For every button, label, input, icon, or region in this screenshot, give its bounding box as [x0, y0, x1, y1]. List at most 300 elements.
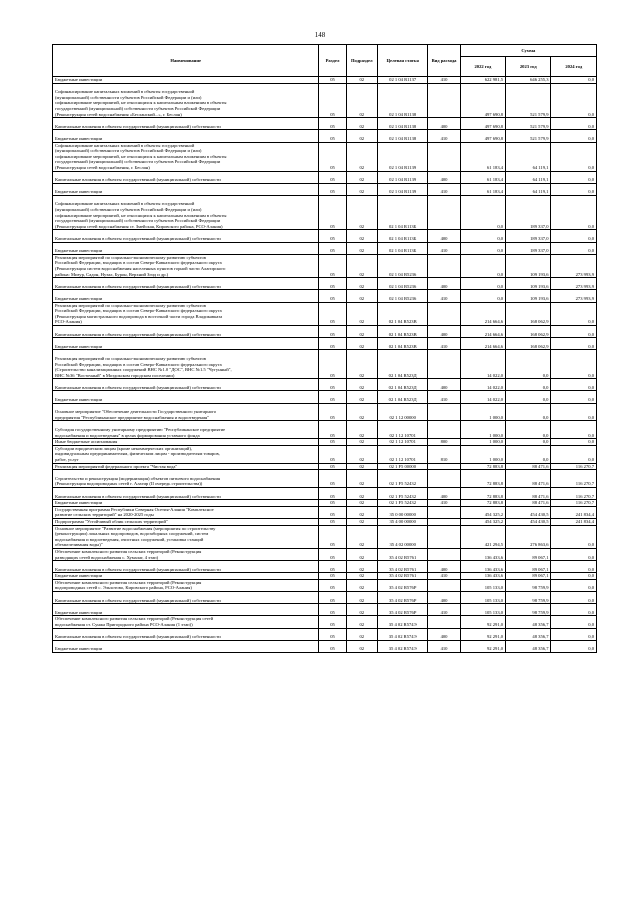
row-name-line: развитие сельских территорий" на 2020-2025 годы — [55, 512, 154, 518]
header-year-2022: 2022 год — [460, 57, 505, 77]
table-row — [53, 325, 597, 337]
table-row — [53, 403, 597, 421]
row-expense-type: 810 — [428, 445, 460, 463]
row-name-line: Капитальные вложения в объекты государственной (муниципальной) собственности — [55, 566, 221, 572]
header-amount: Сумма — [460, 45, 596, 57]
row-subsection: 02 — [346, 640, 377, 652]
header-section: Раздел — [319, 45, 346, 77]
row-expense-type — [428, 470, 460, 488]
row-name-line: Российской Федерации, входящих в состав Северо-Кавказского федерального округа — [55, 260, 222, 266]
table-row — [53, 628, 597, 640]
row-name-line: РСО-Алания) — [55, 319, 82, 325]
row-name — [53, 548, 319, 560]
row-section: 05 — [319, 548, 346, 560]
row-name-line: Софинансирование капитальных вложений в объекты государственной — [55, 89, 195, 95]
row-amount-2024: 0,0 — [551, 195, 597, 230]
row-target-article: 35 4 02 R574Э — [377, 616, 427, 628]
row-name — [53, 421, 319, 439]
row-subsection: 02 — [346, 350, 377, 379]
row-expense-type: 400 — [428, 561, 460, 573]
row-amount-2022: 14 022,0 — [460, 391, 505, 403]
table-row — [53, 592, 597, 604]
row-target-article: 02 1 04 R523Д — [377, 379, 427, 391]
row-name — [53, 640, 319, 652]
row-name — [53, 463, 319, 470]
table-row — [53, 525, 597, 548]
row-section: 05 — [319, 592, 346, 604]
row-expense-type: 400 — [428, 230, 460, 242]
row-subsection: 02 — [346, 421, 377, 439]
row-subsection: 02 — [346, 183, 377, 195]
table-row — [53, 561, 597, 573]
row-name-line: (муниципальной) собственности субъектов Российской Федерации и (или) — [55, 148, 202, 154]
row-amount-2022: 72 883,8 — [460, 470, 505, 488]
row-section: 05 — [319, 171, 346, 183]
row-amount-2024: 0,0 — [551, 302, 597, 325]
table-row — [53, 487, 597, 499]
table-row — [53, 518, 597, 525]
row-name — [53, 83, 319, 118]
row-expense-type — [428, 302, 460, 325]
table-row — [53, 278, 597, 290]
row-amount-2024: 0,0 — [551, 548, 597, 560]
row-target-article: 02 1 04 R1138 — [377, 83, 427, 118]
row-name-line: ВНС №36 "Восточный" в Моздокском городском поселении) — [55, 372, 175, 378]
row-subsection: 02 — [346, 487, 377, 499]
row-name-line: Капитальные вложения в объекты государственной (муниципальной) собственности — [55, 597, 221, 603]
row-name-line: Бюджетные инвестиции — [55, 609, 103, 615]
row-subsection: 02 — [346, 439, 377, 446]
row-amount-2022: 14 022,0 — [460, 379, 505, 391]
row-amount-2024: 0,0 — [551, 171, 597, 183]
row-target-article: 02 1 12 10701 — [377, 421, 427, 439]
row-name-line: софинансирование мероприятий, не относящихся к капитальным вложениям в объекты — [55, 212, 227, 218]
row-name-line: Обеспечение комплексного развития сельских территорий (Реконструкция сетей — [55, 616, 214, 622]
row-expense-type: 400 — [428, 118, 460, 130]
row-target-article: 02 1 12 00000 — [377, 403, 427, 421]
row-section: 05 — [319, 254, 346, 277]
row-amount-2024: 0,0 — [551, 616, 597, 628]
row-amount-2023: 0,0 — [506, 403, 551, 421]
row-section: 05 — [319, 230, 346, 242]
row-amount-2023: 64 119,1 — [506, 171, 551, 183]
row-amount-2022: 0,0 — [460, 230, 505, 242]
table-row — [53, 254, 597, 277]
row-target-article: 35 4 02 R5761 — [377, 573, 427, 580]
row-expense-type: 410 — [428, 290, 460, 302]
row-name-line: (Реконструкция магистрального водопровода в восточной части города Владикавказа — [55, 313, 223, 319]
row-amount-2024: 273 993,9 — [551, 278, 597, 290]
header-name: Наименование — [53, 45, 319, 77]
row-target-article: 02 1 04 R523В — [377, 325, 427, 337]
row-amount-2024: 241 834,4 — [551, 506, 597, 518]
table-row — [53, 130, 597, 142]
row-amount-2023: 189 337,0 — [506, 230, 551, 242]
row-name-line: Капитальные вложения в объекты государственной (муниципальной) собственности — [55, 123, 221, 129]
row-expense-type: 410 — [428, 77, 460, 84]
row-name-line: Бюджетные инвестиции — [55, 397, 103, 403]
row-name — [53, 171, 319, 183]
row-amount-2022: 214 664,6 — [460, 338, 505, 350]
row-target-article: 02 1 04 R113Б — [377, 195, 427, 230]
row-amount-2023: 276 863,6 — [506, 525, 551, 548]
table-row — [53, 470, 597, 488]
row-name-line: водоснабжения и водоотведения" в целях формирования уставного фонда — [55, 432, 200, 438]
row-name — [53, 500, 319, 507]
table-row — [53, 290, 597, 302]
row-name-line: Бюджетные инвестиции — [55, 135, 103, 141]
row-name — [53, 338, 319, 350]
row-amount-2023: 454 430,5 — [506, 518, 551, 525]
row-subsection: 02 — [346, 525, 377, 548]
row-amount-2023: 0,0 — [506, 350, 551, 379]
row-section: 05 — [319, 470, 346, 488]
table-row — [53, 230, 597, 242]
row-name-line: (Строительство канализационных сооружений ВНС №1.0 "ДОС", ВНС №1.5 "Чугунный", — [55, 367, 232, 373]
row-target-article: 02 1 F5 52432 — [377, 470, 427, 488]
row-name — [53, 439, 319, 446]
row-name — [53, 77, 319, 84]
row-amount-2023: 98 759,9 — [506, 592, 551, 604]
row-amount-2023: 98 759,9 — [506, 579, 551, 591]
row-target-article: 02 1 04 R1137 — [377, 77, 427, 84]
row-amount-2024: 0,0 — [551, 604, 597, 616]
row-amount-2024: 0,0 — [551, 325, 597, 337]
row-name-line: Капитальные вложения в объекты государственной (муниципальной) собственности — [55, 236, 221, 242]
row-target-article: 02 1 04 R1138 — [377, 130, 427, 142]
row-amount-2024: 0,0 — [551, 242, 597, 254]
row-amount-2024: 0,0 — [551, 439, 597, 446]
row-name-line: Реализация мероприятий по социально-экономическому развитию субъектов — [55, 254, 206, 260]
row-amount-2022: 0,0 — [460, 242, 505, 254]
table-row — [53, 391, 597, 403]
row-amount-2022: 0,0 — [460, 195, 505, 230]
header-year-2023: 2023 год — [506, 57, 551, 77]
row-name-line: Реализация мероприятий по социально-экономическому развитию субъектов — [55, 302, 206, 308]
row-target-article: 35 4 02 R576Р — [377, 579, 427, 591]
row-amount-2022: 105 133,0 — [460, 604, 505, 616]
row-target-article: 35 4 02 R5761 — [377, 548, 427, 560]
row-name — [53, 350, 319, 379]
row-amount-2022: 421 294,5 — [460, 525, 505, 548]
row-name-line: государственной (муниципальной) собственности субъектов Российской Федерации — [55, 105, 221, 111]
row-name-line: предприятия "Республиканское предприятие водоснабжения и водоотведения" — [55, 414, 209, 420]
row-name — [53, 403, 319, 421]
row-name-line: (реконструкции) локальных водопроводов, водозаборных сооружений, систем — [55, 531, 209, 537]
row-name-line: (муниципальной) собственности субъектов Российской Федерации и (или) — [55, 207, 202, 213]
row-name-line: Софинансирование капитальных вложений в объекты государственной — [55, 201, 195, 207]
row-target-article: 02 1 04 R5236 — [377, 278, 427, 290]
row-amount-2023: 88 471,6 — [506, 487, 551, 499]
row-amount-2023: 109 193,6 — [506, 290, 551, 302]
row-name — [53, 379, 319, 391]
row-name — [53, 561, 319, 573]
row-name-line: водоснабжения ст. Сунжа Пригородного района РСО-Алания (1 этап)) — [55, 622, 193, 628]
row-amount-2022: 1 000,0 — [460, 445, 505, 463]
row-subsection: 02 — [346, 278, 377, 290]
row-amount-2022: 0,0 — [460, 290, 505, 302]
row-target-article: 02 1 04 R1139 — [377, 142, 427, 171]
row-name-line: Иные бюджетные ассигнования — [55, 439, 118, 445]
row-target-article: 02 1 04 R523В — [377, 302, 427, 325]
row-amount-2023: 0,0 — [506, 421, 551, 439]
row-expense-type — [428, 525, 460, 548]
row-amount-2022: 92 291,0 — [460, 640, 505, 652]
row-subsection: 02 — [346, 500, 377, 507]
row-amount-2023: 168 062,9 — [506, 325, 551, 337]
row-amount-2022: 454 325,2 — [460, 506, 505, 518]
row-amount-2023: 168 062,9 — [506, 338, 551, 350]
table-row — [53, 350, 597, 379]
row-subsection: 02 — [346, 242, 377, 254]
row-amount-2022: 61 183,4 — [460, 171, 505, 183]
row-amount-2022: 497 690,8 — [460, 130, 505, 142]
row-subsection: 02 — [346, 302, 377, 325]
row-amount-2024: 0,0 — [551, 561, 597, 573]
row-section: 05 — [319, 506, 346, 518]
row-amount-2024: 0,0 — [551, 118, 597, 130]
row-name-line: Субсидии юридическим лицам (кроме некоммерческих организаций), — [55, 445, 193, 451]
row-name-line: Бюджетные инвестиции — [55, 573, 103, 579]
row-expense-type: 410 — [428, 640, 460, 652]
row-name — [53, 254, 319, 277]
row-amount-2024: 0,0 — [551, 83, 597, 118]
row-name-line: (Реконструкция водопроводных сетей г. Алагир (II очередь строительства)) — [55, 481, 203, 487]
row-name — [53, 290, 319, 302]
header-subsection: Подраздел — [346, 45, 377, 77]
row-section: 05 — [319, 130, 346, 142]
row-amount-2024: 116 270,7 — [551, 470, 597, 488]
table-row — [53, 338, 597, 350]
row-amount-2023: 521 579,9 — [506, 118, 551, 130]
row-name-line: (муниципальной) собственности субъектов Российской Федерации и (или) — [55, 94, 202, 100]
table-row — [53, 142, 597, 171]
row-section: 05 — [319, 579, 346, 591]
row-amount-2024: 0,0 — [551, 338, 597, 350]
table-row — [53, 616, 597, 628]
row-amount-2023: 88 471,6 — [506, 470, 551, 488]
row-name-line: Бюджетные инвестиции — [55, 189, 103, 195]
table-row — [53, 573, 597, 580]
table-row — [53, 421, 597, 439]
row-amount-2023: 189 337,0 — [506, 242, 551, 254]
row-amount-2023: 521 579,9 — [506, 83, 551, 118]
row-target-article: 02 1 04 R5236 — [377, 254, 427, 277]
row-amount-2023: 189 337,0 — [506, 195, 551, 230]
row-section: 05 — [319, 628, 346, 640]
header-target-article: Целевая статья — [377, 45, 427, 77]
row-amount-2023: 646 255,3 — [506, 77, 551, 84]
row-name-line: Обеспечение комплексного развития сельских территорий (Реконструкция — [55, 579, 202, 585]
row-amount-2023: 0,0 — [506, 439, 551, 446]
row-target-article: 02 1 04 R523Д — [377, 350, 427, 379]
row-subsection: 02 — [346, 445, 377, 463]
row-name-line: Строительство и реконструкция (модернизация) объектов питьевого водоснабжения — [55, 475, 221, 481]
row-section: 05 — [319, 325, 346, 337]
table-header — [53, 45, 597, 77]
row-amount-2022: 61 183,4 — [460, 142, 505, 171]
row-amount-2023: 89 067,1 — [506, 573, 551, 580]
header-expense-type: Вид расхода — [428, 45, 460, 77]
row-name — [53, 230, 319, 242]
row-expense-type — [428, 403, 460, 421]
row-subsection: 02 — [346, 403, 377, 421]
row-amount-2022: 622 981,5 — [460, 77, 505, 84]
row-subsection: 02 — [346, 379, 377, 391]
row-name — [53, 470, 319, 488]
row-amount-2022: 14 022,0 — [460, 350, 505, 379]
row-amount-2024: 116 270,7 — [551, 463, 597, 470]
table-row — [53, 548, 597, 560]
row-section: 05 — [319, 195, 346, 230]
row-name-line: Субсидия государственному унитарному предприятию "Республиканское предприятие — [55, 427, 226, 433]
row-name-line: водопроводных сетей с. Эльхотово, Кировского района, РСО-Алания) — [55, 585, 192, 591]
table-body — [53, 77, 597, 653]
row-section: 05 — [319, 290, 346, 302]
row-name — [53, 278, 319, 290]
table-row — [53, 579, 597, 591]
row-name-line: Реализация мероприятий по социально-экономическому развитию субъектов — [55, 355, 206, 361]
row-expense-type — [428, 195, 460, 230]
row-section: 05 — [319, 278, 346, 290]
row-amount-2022: 0,0 — [460, 278, 505, 290]
row-subsection: 02 — [346, 391, 377, 403]
row-amount-2023: 109 193,6 — [506, 254, 551, 277]
row-expense-type: 410 — [428, 391, 460, 403]
table-row — [53, 463, 597, 470]
row-amount-2024: 0,0 — [551, 640, 597, 652]
row-name-line: Государственная программа Республики Северная Осетия-Алания "Комплексное — [55, 506, 214, 512]
row-section: 05 — [319, 421, 346, 439]
table-row — [53, 604, 597, 616]
row-amount-2022: 105 133,0 — [460, 592, 505, 604]
row-expense-type: 400 — [428, 171, 460, 183]
row-name — [53, 506, 319, 518]
row-name — [53, 302, 319, 325]
row-subsection: 02 — [346, 325, 377, 337]
row-expense-type — [428, 254, 460, 277]
row-amount-2023: 454 430,5 — [506, 506, 551, 518]
row-expense-type: 400 — [428, 628, 460, 640]
row-section: 05 — [319, 118, 346, 130]
row-name — [53, 142, 319, 171]
row-name-line: Подпрограмма "Устойчивый облик сельских территорий" — [55, 518, 168, 524]
row-name-line: Капитальные вложения в объекты государственной (муниципальной) собственности — [55, 634, 221, 640]
row-subsection: 02 — [346, 254, 377, 277]
row-target-article: 02 1 04 R523В — [377, 338, 427, 350]
row-name-line: Бюджетные инвестиции — [55, 343, 103, 349]
budget-table — [52, 44, 597, 653]
row-name-line: Основное мероприятие "Обеспечение деятельности Государственного унитарного — [55, 409, 217, 415]
row-amount-2022: 136 433,6 — [460, 561, 505, 573]
row-subsection: 02 — [346, 142, 377, 171]
row-section: 05 — [319, 463, 346, 470]
row-name-line: Бюджетные инвестиции — [55, 500, 103, 506]
row-expense-type: 400 — [428, 278, 460, 290]
row-section: 05 — [319, 561, 346, 573]
row-amount-2022: 497 690,8 — [460, 118, 505, 130]
row-amount-2024: 0,0 — [551, 525, 597, 548]
row-name-line: Основное мероприятие "Развитие водоснабжения (мероприятия по строительству — [55, 525, 216, 531]
row-name — [53, 616, 319, 628]
row-amount-2024: 0,0 — [551, 77, 597, 84]
table-row — [53, 640, 597, 652]
row-name — [53, 242, 319, 254]
row-section: 05 — [319, 525, 346, 548]
row-section: 05 — [319, 616, 346, 628]
row-amount-2023: 0,0 — [506, 391, 551, 403]
row-amount-2023: 521 579,9 — [506, 130, 551, 142]
row-amount-2024: 0,0 — [551, 421, 597, 439]
row-amount-2022: 214 664,6 — [460, 325, 505, 337]
row-target-article: 02 1 12 10701 — [377, 445, 427, 463]
row-name — [53, 518, 319, 525]
row-amount-2023: 89 067,1 — [506, 561, 551, 573]
row-name-line: Российской Федерации, входящих в состав Северо-Кавказского федерального округа — [55, 361, 222, 367]
row-section: 05 — [319, 142, 346, 171]
table-row — [53, 379, 597, 391]
row-subsection: 02 — [346, 561, 377, 573]
row-subsection: 02 — [346, 579, 377, 591]
row-amount-2024: 241 834,4 — [551, 518, 597, 525]
table-row — [53, 83, 597, 118]
row-target-article: 02 1 04 R1139 — [377, 183, 427, 195]
row-amount-2022: 72 883,8 — [460, 500, 505, 507]
row-target-article: 35 4 00 00000 — [377, 518, 427, 525]
row-expense-type: 400 — [428, 325, 460, 337]
row-subsection: 02 — [346, 573, 377, 580]
row-target-article: 02 1 F5 52432 — [377, 500, 427, 507]
row-name-line: Капитальные вложения в объекты государственной (муниципальной) собственности — [55, 384, 221, 390]
row-amount-2024: 0,0 — [551, 350, 597, 379]
row-amount-2023: 98 759,9 — [506, 604, 551, 616]
row-expense-type: 410 — [428, 500, 460, 507]
row-name-line: Бюджетные инвестиции — [55, 248, 103, 254]
row-amount-2023: 109 193,6 — [506, 278, 551, 290]
row-target-article: 02 1 F5 00000 — [377, 463, 427, 470]
row-section: 05 — [319, 302, 346, 325]
row-amount-2024: 0,0 — [551, 628, 597, 640]
row-amount-2022: 72 883,8 — [460, 463, 505, 470]
row-amount-2022: 72 883,8 — [460, 487, 505, 499]
row-amount-2022: 92 291,0 — [460, 628, 505, 640]
row-amount-2022: 1 000,0 — [460, 421, 505, 439]
row-amount-2022: 92 291,0 — [460, 616, 505, 628]
row-target-article: 02 1 12 10701 — [377, 439, 427, 446]
row-amount-2024: 116 270,7 — [551, 500, 597, 507]
row-expense-type: 410 — [428, 130, 460, 142]
row-name — [53, 391, 319, 403]
row-amount-2023: 48 356,7 — [506, 628, 551, 640]
row-name-line: разводящих сетей водоснабжения с. Хумалаг, 4 этап) — [55, 554, 159, 560]
table-row — [53, 195, 597, 230]
row-amount-2024: 0,0 — [551, 592, 597, 604]
row-name-line: Российской Федерации, входящих в состав Северо-Кавказского федерального округа — [55, 308, 222, 314]
row-subsection: 02 — [346, 518, 377, 525]
row-target-article: 02 1 04 R113Б — [377, 242, 427, 254]
table-row — [53, 242, 597, 254]
row-amount-2022: 136 433,6 — [460, 573, 505, 580]
row-amount-2023: 48 356,7 — [506, 616, 551, 628]
row-target-article: 35 4 02 00000 — [377, 525, 427, 548]
table-row — [53, 445, 597, 463]
row-target-article: 35 4 02 R576Р — [377, 592, 427, 604]
header-year-2024: 2024 год — [551, 57, 597, 77]
row-expense-type — [428, 421, 460, 439]
row-amount-2023: 48 356,7 — [506, 640, 551, 652]
row-name — [53, 487, 319, 499]
row-expense-type: 410 — [428, 604, 460, 616]
